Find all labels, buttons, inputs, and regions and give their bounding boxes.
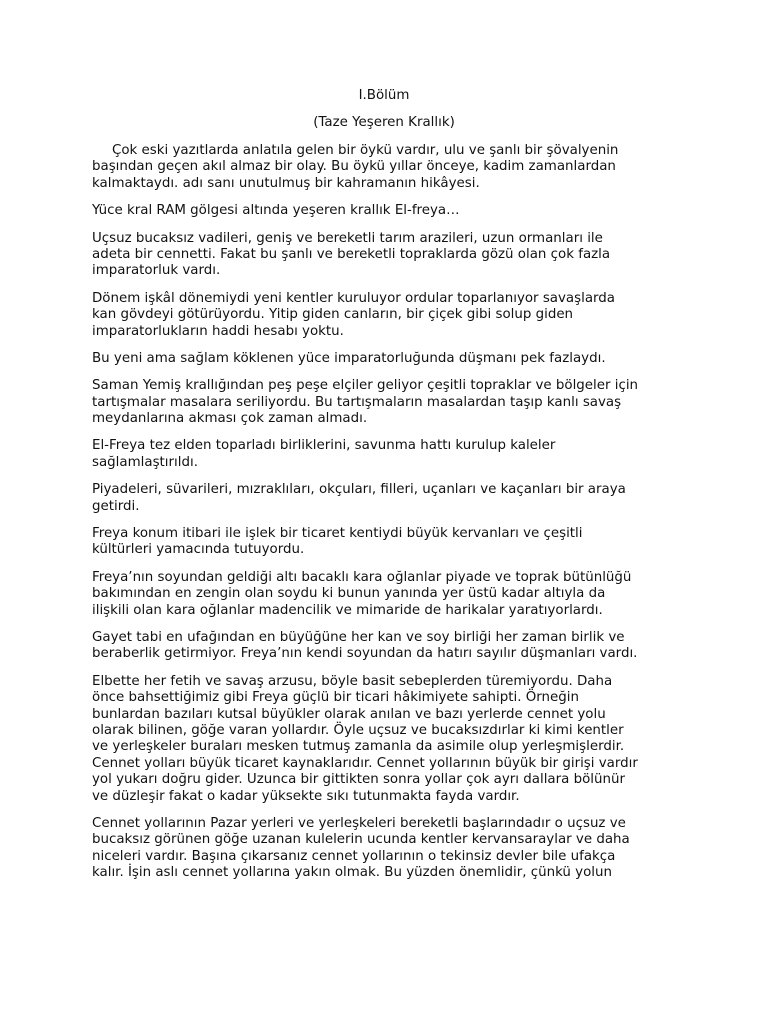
paragraph (92, 630, 692, 663)
paragraph-line: yol yukarı doğru gider. Uzunca bir gittikten sonra yollar çok ayrı dallara bölünür (92, 772, 625, 788)
paragraph-line: tartışmalar masalara seriliyordu. Bu tartışmaların masalardan taşıp kanlı savaş (92, 394, 622, 410)
paragraph-line: getirdi. (92, 498, 140, 514)
paragraph-line: Dönem işkâl dönemiydi yeni kentler kuruluyor ordular toparlanıyor savaşlarda (92, 290, 616, 306)
paragraph (92, 143, 692, 192)
paragraph-line: bucaksız görünen göğe uzanan kulelerin ucunda kentler kervansaraylar ve daha (92, 832, 630, 848)
paragraph (92, 482, 692, 515)
paragraph-line: kalır. İşin aslı cennet yollarına yakın olmak. Bu yüzden önemlidir, çünkü yolun (92, 865, 612, 881)
paragraph (92, 231, 692, 280)
paragraph-line: bakımından en zengin olan soydu ki bunun yanında yer üstü kadar altıyla da (92, 586, 606, 602)
chapter-subtitle: (Taze Yeşeren Krallık) (313, 115, 455, 130)
paragraph-line: Freya’nın soyundan geldiği altı bacaklı kara oğlanlar piyade ve toprak bütünlüğü (92, 569, 632, 585)
paragraph-line: adeta bir cennetti. Fakat bu şanlı ve bereketli topraklarda gözü olan çok fazla (92, 246, 611, 262)
paragraph-line: olarak bilinen, göğe varan yollardır. Öyle uçsuz ve bucaksızdırlar ki kimi kentler (92, 722, 624, 738)
paragraph-line: El-Freya tez elden toparladı birliklerini, savunma hattı kurulup kaleler (92, 438, 556, 454)
paragraph-line: bunlardan bazıları kutsal büyükler olarak anılan ve bazı yerlerde cennet yolu (92, 706, 606, 722)
paragraph-line: Çok eski yazıtlarda anlatıla gelen bir öykü vardır, ulu ve şanlı bir şövalyenin (112, 143, 619, 158)
paragraph (92, 674, 692, 805)
paragraph-line: ve düzleşir fakat o kadar yüksekte sıkı tutunmakta fayda vardır. (92, 788, 520, 804)
paragraph-line: Yüce kral RAM gölgesi altında yeşeren krallık El-freya… (92, 203, 460, 219)
paragraph (92, 438, 692, 471)
paragraph-line: Elbette her fetih ve savaş arzusu, böyle basit sebeplerden türemiyordu. Daha (92, 673, 613, 689)
paragraph (92, 351, 692, 367)
paragraph-line: Bu yeni ama sağlam köklenen yüce imparatorluğunda düşmanı pek fazlaydı. (92, 350, 606, 366)
paragraph (92, 291, 692, 340)
paragraph-line: niceleri vardır. Başına çıkarsanız cennet yollarının o tekinsiz devler bile ufakça (92, 848, 616, 864)
paragraph-line: Gayet tabi en ufağından en büyüğüne her kan ve soy birliği her zaman birlik ve (92, 629, 625, 645)
paragraph-line: Saman Yemiş krallığından peş peşe elçiler geliyor çeşitli topraklar ve bölgeler için (92, 378, 639, 394)
paragraph-line: kan gövdeyi götürüyordu. Yitip giden canların, bir çiçek gibi solup giden (92, 307, 574, 323)
document-body (92, 143, 692, 892)
paragraph-line: imparatorluk vardı. (92, 263, 221, 279)
paragraph-line: ve yerleşkeler buraları mesken tutmuş zamanla da asimile olup yerleşmişlerdir. (92, 739, 625, 755)
paragraph (92, 570, 692, 619)
paragraph-line: başından geçen akıl almaz bir olay. Bu öykü yıllar önceye, kadim zamanlardan (92, 159, 616, 175)
paragraph-line: sağlamlaştırıldı. (92, 454, 198, 470)
paragraph-line: kalmaktaydı. adı sanı unutulmuş bir kahramanın hikâyesi. (92, 175, 480, 191)
paragraph-line: beraberlik getirmiyor. Freya’nın kendi soyundan da hatırı sayılır düşmanları vardı. (92, 646, 638, 662)
paragraph (92, 816, 692, 882)
paragraph-line: meydanlarına akması çok zaman almadı. (92, 411, 368, 427)
paragraph-line: imparatorlukların haddi hesabı yoktu. (92, 323, 344, 339)
paragraph-line: kültürleri yamacında tutuyordu. (92, 542, 305, 558)
paragraph-line: önce bahsettiğimiz gibi Freya güçlü bir ticari hâkimiyete sahipti. Örneğin (92, 690, 579, 706)
paragraph (92, 378, 692, 427)
paragraph-line: Piyadeleri, süvarileri, mızraklıları, okçuları, filleri, uçanları ve kaçanları bir araya (92, 482, 626, 498)
paragraph (92, 526, 692, 559)
paragraph-line: Uçsuz bucaksız vadileri, geniş ve bereketli tarım arazileri, uzun ormanları ile (92, 230, 603, 246)
paragraph (92, 203, 692, 219)
paragraph-line: Cennet yollarının Pazar yerleri ve yerleşkeleri bereketli başlarındadır o uçsuz ve (92, 815, 626, 831)
paragraph-line: ilişkili olan kara oğlanlar madencilik ve mimaride de harikalar yaratıyorlardı. (92, 602, 603, 618)
paragraph-line: Cennet yolları büyük ticaret kaynaklarıdır. Cennet yollarının büyük bir girişi vardır (92, 755, 638, 771)
chapter-title: I.Bölüm (358, 88, 410, 103)
paragraph-line: Freya konum itibari ile işlek bir ticaret kentiydi büyük kervanları ve çeşitli (92, 526, 583, 542)
